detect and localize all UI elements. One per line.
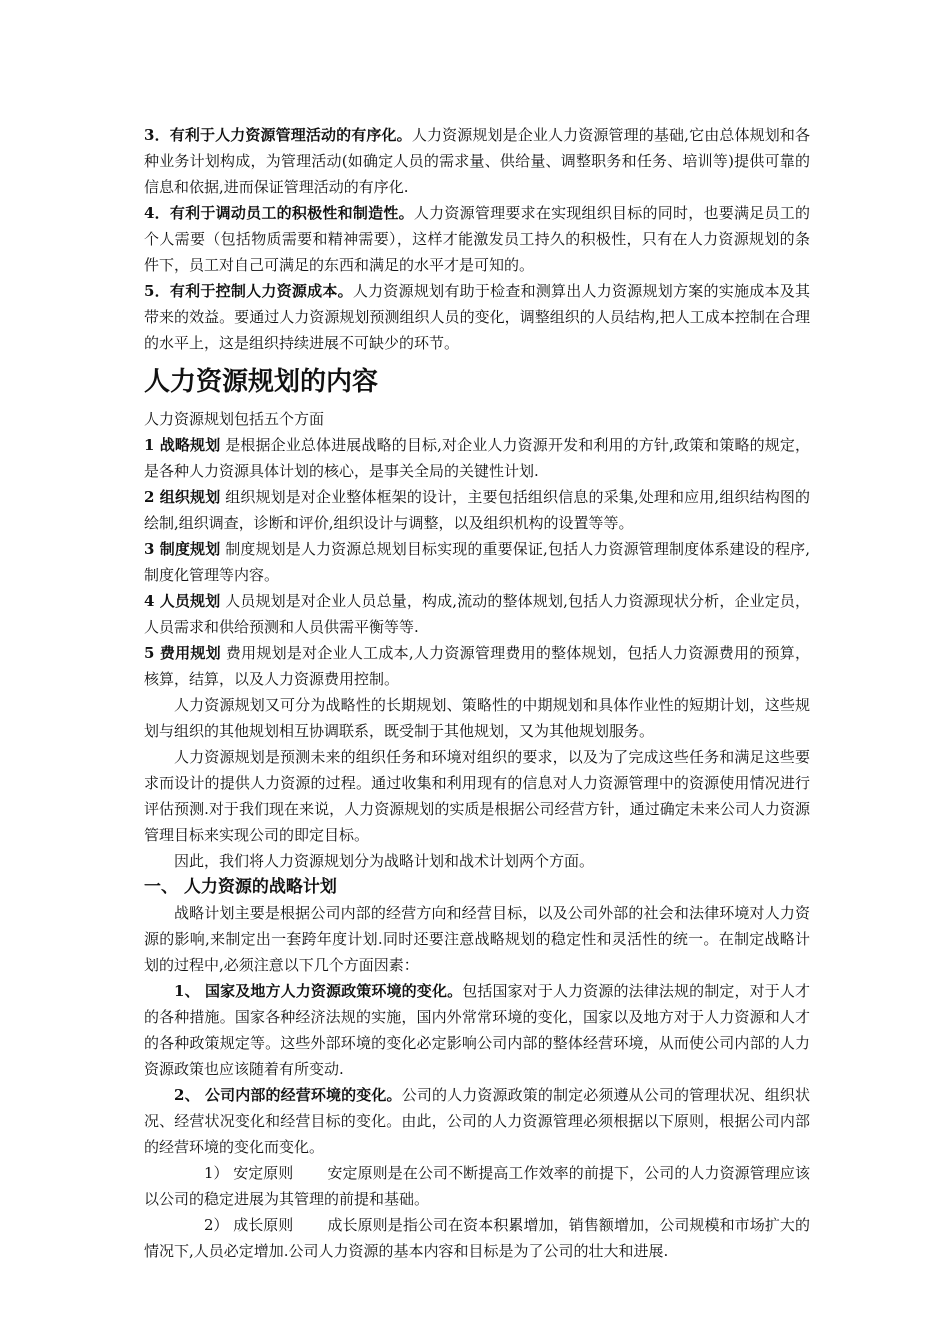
aspect-1 <box>144 432 810 484</box>
paragraph-planning-types: 人力资源规划又可分为战略性的长期规划、策略性的中期规划和具体作业性的短期计划，这些规划与组织的其他规划相互协调联系，既受制于其他规划，又为其他规划服务。 <box>144 696 810 740</box>
aspect-5-title: 5 费用规划 <box>144 644 221 662</box>
benefit-3 <box>144 122 810 200</box>
benefit-4-title: 4．有利于调动员工的积极性和制造性。 <box>144 204 414 222</box>
aspect-1-title: 1 战略规划 <box>144 436 221 454</box>
aspect-3-text: 制度规划是人力资源总规划目标实现的重要保证,包括人力资源管理制度体系建设的程序,制度化管理等内容。 <box>144 540 810 584</box>
benefit-4 <box>144 200 810 278</box>
aspect-4-title: 4 人员规划 <box>144 592 221 610</box>
aspect-1-text: 是根据企业总体进展战略的目标,对企业人力资源开发和利用的方针,政策和策略的规定，是各种人力资源具体计划的核心，是事关全局的关键性计划. <box>144 436 810 480</box>
subsection-heading: 一、 人力资源的战略计划 <box>144 877 337 897</box>
paragraph-strategic-plan: 战略计划主要是根据公司内部的经营方向和经营目标，以及公司外部的社会和法律环境对人力资源的影响,来制定出一套跨年度计划.同时还要注意战略规划的稳定性和灵活性的统一。在制定战略计划的过程中,必须注意以下几个方面因素： <box>144 904 810 974</box>
principle-2 <box>144 1212 810 1264</box>
factor-1 <box>144 978 810 1082</box>
factor-2 <box>144 1082 810 1160</box>
intro-line: 人力资源规划包括五个方面 <box>144 410 325 428</box>
benefit-3-title: 3．有利于人力资源管理活动的有序化。 <box>144 126 412 144</box>
benefit-3-text: 人力资源规划是企业人力资源管理的基础,它由总体规划和各种业务计划构成，为管理活动(如确定人员的需求量、供给量、调整职务和任务、培训等)提供可靠的信息和依据,进而保证管理活动的有序化. <box>144 126 810 196</box>
benefit-4-text: 人力资源管理要求在实现组织目标的同时，也要满足员工的个人需要（包括物质需要和精神需要），这样才能激发员工持久的积极性，只有在人力资源规划的条件下，员工对自己可满足的东西和满足的水平才是可知的。 <box>144 204 810 274</box>
aspect-2-title: 2 组织规划 <box>144 488 221 506</box>
benefit-5-text: 人力资源规划有助于检查和测算出人力资源规划方案的实施成本及其带来的效益。要通过人力资源规划预测组织人员的变化，调整组织的人员结构,把人工成本控制在合理的水平上，这是组织持续进展不可缺少的环节。 <box>144 282 810 352</box>
principle-2-label: 2） 成长原则 <box>204 1216 294 1234</box>
principle-2-text: 成长原则是指公司在资本积累增加，销售额增加，公司规模和市场扩大的情况下,人员必定增加.公司人力资源的基本内容和目标是为了公司的壮大和进展. <box>144 1216 810 1260</box>
aspect-5 <box>144 640 810 692</box>
aspect-3-title: 3 制度规划 <box>144 540 221 558</box>
paragraph-planning-definition: 人力资源规划是预测未来的组织任务和环境对组织的要求，以及为了完成这些任务和满足这些要求而设计的提供人力资源的过程。通过收集和利用现有的信息对人力资源管理中的资源使用情况进行评估预测.对于我们现在来说，人力资源规划的实质是根据公司经营方针，通过确定未来公司人力资源管理目标来实现公司的即定目标。 <box>144 748 810 844</box>
aspect-5-text: 费用规划是对企业人工成本,人力资源管理费用的整体规划，包括人力资源费用的预算，核算，结算，以及人力资源费用控制。 <box>144 644 810 688</box>
aspect-3 <box>144 536 810 588</box>
factor-2-title: 2、 公司内部的经营环境的变化。 <box>174 1086 402 1104</box>
document-page <box>144 122 810 1264</box>
principle-1-label: 1） 安定原则 <box>204 1164 294 1182</box>
benefit-5-title: 5．有利于控制人力资源成本。 <box>144 282 353 300</box>
principle-1 <box>144 1160 810 1212</box>
aspect-4 <box>144 588 810 640</box>
factor-1-title: 1、 国家及地方人力资源政策环境的变化。 <box>174 982 463 1000</box>
factor-2-text: 公司的人力资源政策的制定必须遵从公司的管理状况、组织状况、经营状况变化和经营目标的变化。由此，公司的人力资源管理必须根据以下原则，根据公司内部的经营环境的变化而变化。 <box>144 1086 810 1156</box>
aspect-2 <box>144 484 810 536</box>
principle-1-text: 安定原则是在公司不断提高工作效率的前提下，公司的人力资源管理应该以公司的稳定进展为其管理的前提和基础。 <box>144 1164 810 1208</box>
aspect-4-text: 人员规划是对企业人员总量，构成,流动的整体规划,包括人力资源现状分析，企业定员，人员需求和供给预测和人员供需平衡等等. <box>144 592 810 636</box>
section-heading: 人力资源规划的内容 <box>144 367 379 397</box>
factor-1-text: 包括国家对于人力资源的法律法规的制定，对于人才的各种措施。国家各种经济法规的实施，国内外常常环境的变化，国家以及地方对于人力资源和人才的各种政策规定等。这些外部环境的变化必定影响公司内部的整体经营环境，从而使公司内部的人力资源政策也应该随着有所变动. <box>144 982 810 1078</box>
benefit-5 <box>144 278 810 356</box>
paragraph-planning-division: 因此，我们将人力资源规划分为战略计划和战术计划两个方面。 <box>174 852 595 870</box>
aspect-2-text: 组织规划是对企业整体框架的设计，主要包括组织信息的采集,处理和应用,组织结构图的绘制,组织调查，诊断和评价,组织设计与调整，以及组织机构的设置等等。 <box>144 488 810 532</box>
